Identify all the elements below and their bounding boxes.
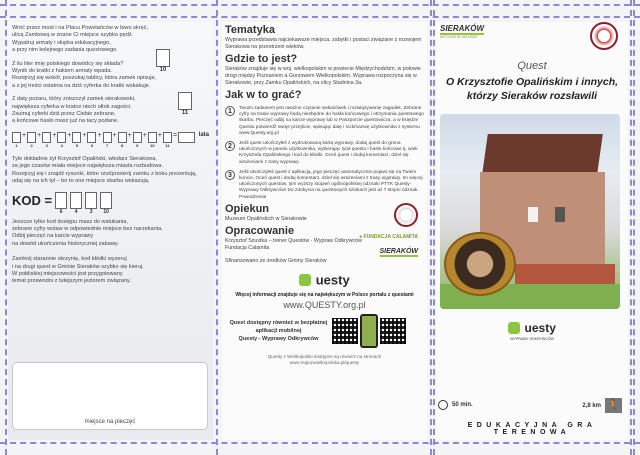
- fold-line-2b: [433, 0, 435, 455]
- heading-jak: Jak w to grać?: [225, 89, 302, 101]
- fold-line-bottom: [0, 442, 640, 444]
- step-2: 2 Jeśli quest ukończyłeś z wydrukowaną kartą wyprawy, dodaj quest do grona ukończonych w panelu użytkownika, wybierając tytuł questu i hasło końcowe tj. wiek Krzysztofa Opalińskiego i kod do kłódki. Oceń quest i dodaj komentarz, dziel się wrażeniami z trasy wyprawy.: [225, 141, 424, 166]
- clock-icon: [438, 400, 448, 410]
- phone-icon: [360, 314, 378, 348]
- stanza-1: Wróć przez most i na Placu Powstańców w lewo skręć, ulicą Zamkową w znane Ci miejsce szybko pędź. Wypatruj armaty i słupka edukacyjnego, a przy nim kolejnego zadania questowego.: [12, 25, 149, 54]
- stanza-3: Z daty pożaru, który zniszczył zamek sierakowski, największa cyferka w kratce niech ołtok zagości. Zsumuj cyferki dziś przez Ciebie zebrane, a końcowe hasło masz już na tacy podane.: [12, 96, 136, 125]
- step-1: 1 Twoim zadaniem jest uważne czytanie wskazówek i rozwiązywanie zagadek. Zebrane cyfry na trasie wyprawy będą niezbędne do hasła końcowego i otrzymania questowego skarbu. Pieczęć odbij na karcie wyprawy lub w Paszporcie questowicza, a w księdze Questu potwierdź swoje przejście, wpisując datę i nick/nazwę użytkownika z systemu www.Questy.org.pl: [225, 106, 424, 137]
- distance: 2,8 km 🚶: [582, 398, 622, 413]
- stanza-4: Tyle dokładnie żył Krzysztof Opaliński, włodarz Sierakowa, za jego czasów miała miejsce największa miasta rozbudowa. Rozejrzyj się i znajdź rysunki, które rzut/przekrój zamku z boku prezentują, udaj się na ich tył – bo to one miejsce skarbu wskazują.: [12, 155, 197, 185]
- kod-box[interactable]: 3: [85, 192, 97, 215]
- questy-pin-icon: [299, 274, 311, 286]
- sum-box[interactable]: 10: [148, 132, 157, 148]
- step-number: 2: [225, 141, 235, 151]
- stanza-6: Zamknij starannie skrzynię, kod kłódki wyzeruj i na drugi quest w Gminie Sieraków szybko się kieruj. W pobliskiej miejscowości jest przygotowany temat przewodni z tutejszym jeziorem związany.: [12, 256, 144, 285]
- stanza-2-block: [12, 61, 209, 91]
- heading-tematyka: Tematyka: [225, 24, 275, 36]
- sum-result-box[interactable]: [178, 132, 195, 143]
- stamp-label: miejsce na pieczęć: [84, 419, 136, 425]
- portrait-opalinski: [444, 232, 516, 296]
- heading-opracowanie: Opracowanie: [225, 224, 295, 237]
- sum-box[interactable]: 8: [118, 132, 127, 148]
- stanza-3-block: [12, 96, 209, 126]
- kod-label: KOD =: [12, 192, 53, 208]
- fold-line-right-a: [630, 0, 632, 455]
- museum-logo-icon: [590, 22, 618, 50]
- questy-logo-middle: uesty: [225, 271, 424, 289]
- app-section: Quest dostępny również w bezpłatnej aplikacji mobilnej Questy - Wyprawy Odkrywców: [225, 314, 424, 348]
- step-number: 3: [225, 170, 235, 180]
- qr-code-appstore[interactable]: [332, 318, 358, 344]
- fold-line-right-b: [633, 0, 635, 455]
- sum-row: 1 + 2 + 3 + 4 + 5 + 6 + 7 + 8 + 9 + 10 + 11 = lata: [12, 132, 209, 148]
- sum-box[interactable]: 1: [12, 132, 21, 148]
- duration: 50 min.: [438, 400, 473, 410]
- sum-box[interactable]: 4: [57, 132, 66, 148]
- answer-box-11[interactable]: 11: [178, 92, 192, 116]
- gdzie-text: Sieraków znajduje się w woj. wielkopolskim w powiecie Międzychodzkim, w połowie drogi między Poznaniem a Gorzowem Wielkopolskim. Wyprawa rozpoczyna się w Sierakowie, przy Zamku Opalińskich, na ulicy Stadnina 3a.: [225, 66, 421, 86]
- website-link[interactable]: www.QUESTY.org.pl: [283, 299, 366, 310]
- castle-roof: [482, 134, 603, 174]
- quest-label: Quest: [517, 60, 547, 72]
- qr-code-googleplay[interactable]: [380, 318, 406, 344]
- fold-line-left: [5, 0, 7, 455]
- footer-note: Questy z Wielkopolski dostępne są również na stronach www.regionwielkopolska.pl/questy: [267, 353, 382, 365]
- sum-box[interactable]: 7: [103, 132, 112, 148]
- fold-line-1: [216, 0, 218, 455]
- sum-box[interactable]: 3: [42, 132, 51, 148]
- banner-edukacyjna: EDUKACYJNA GRA TERENOWA: [467, 422, 597, 436]
- stamp-area[interactable]: [12, 362, 208, 430]
- fold-line-top-outer: [0, 4, 640, 6]
- panel-riddles: [8, 22, 213, 440]
- questy-logo-cover: uesty WYPRAWY ODKRYWCÓW: [436, 319, 628, 341]
- questy-pin-icon: [508, 322, 520, 334]
- sum-box[interactable]: 9: [133, 132, 142, 148]
- panel-cover: [436, 22, 628, 440]
- kod-box[interactable]: 6: [55, 192, 67, 215]
- quest-title: O Krzysztofie Opalińskim i innych, którzy Sieraków rozsławili: [445, 76, 619, 102]
- fold-line-top: [0, 16, 640, 18]
- stanza-5: Jeszcze tylko kod dostępu masz do wstukania, zebrane cyfry wstaw w odpowiednie miejsce bez narzekania. Odbij pieczęć na karcie wyprawy na dowód ukończenia historycznej zabawy.: [12, 218, 163, 247]
- sum-box[interactable]: 6: [87, 132, 96, 148]
- heading-gdzie: Gdzie to jest?: [225, 53, 298, 65]
- heading-opiekun: Opiekun: [225, 202, 270, 215]
- step-number: 1: [225, 106, 235, 116]
- fundacja-logo: ● FUNDACJA CALAMITA: [359, 233, 418, 240]
- financing-text: Sfinansowano ze środków Gminy Sieraków: [225, 257, 327, 264]
- kod-box[interactable]: 4: [70, 192, 82, 215]
- sierakow-logo: SIERAKÓW: [379, 247, 418, 255]
- more-info-text: Więcej informacji znajduje się na największym w Polsce portalu z questami: [235, 291, 414, 298]
- stanza-2: Z ilu liter imię polskiego dowódcy się składa? Wynik do kratki z hakiem armaty wpada. Rozejrzyj się wokół, poszukaj tablicy, która zamek opisuje, a z jej treści ostatnia na dziś cyferka do kratki wskakuje.: [12, 60, 157, 89]
- sum-box[interactable]: 5: [72, 132, 81, 148]
- sum-box[interactable]: 11: [163, 132, 172, 148]
- hiker-icon: 🚶: [605, 398, 622, 413]
- sum-box[interactable]: 2: [27, 132, 36, 148]
- sierakow-logo-cover: SIERAKÓW AKTYWNI W NATURZE: [440, 24, 484, 39]
- kod-box[interactable]: 10: [100, 192, 112, 215]
- step-3: 3 Jeśli ukończyłeś quest z aplikacją, jego pieczęć automatycznie pojawi się na Twoim koncie. Oceń quest i dodaj komentarz, dziel się wrażeniami z trasy wyprawy. Im więcej ukończonych questów, tym wyższy stopień ogólnopolskiej odznaki PTTK Questy-Wyprawy Odkrywców! Do zdobycia na questowych szlakach jest aż 7 stopni odznak. Powodzenia!: [225, 170, 424, 201]
- tematyka-text: Wyprawa przedstawia najciekawsze miejsca, zabytki i postaci związane z rozwojem Sierakowa na przestrzeni wieków.: [225, 37, 422, 50]
- sum-unit: lata: [198, 131, 209, 138]
- fold-line-2a: [430, 0, 432, 455]
- kod-row: [12, 192, 209, 215]
- panel-info: Tematyka Wyprawa przedstawia najciekawsze miejsca, zabytki i postaci związane z rozwojem Sierakowa na przestrzeni wieków. Gdzie to jest? Sieraków znajduje się w woj. wielkopolskim w powiecie Międzychodzkim, w połowie drogi między Poznaniem a Gorzowem Wielkopolskim. Wyprawa rozpoczyna się w Sierakowie, przy Zamku Opalińskich, na ulicy Stadnina 3a. Jak w to grać? 1 Twoim zadaniem jest uważne czytanie wskazówek i rozwiązywanie zagadek. Zebrane cyfry na trasie wyprawy będą niezbędne do hasła końcowego i otrzymania questowego skarbu. Pieczęć odbij na karcie wyprawy lub w Paszporcie questowicza, a w księdze Questu potwierdź swoje przejście, wpisując datę i nick/nazwę użytkownika z systemu www.Questy.org.pl 2 Jeśli quest ukończyłeś z wydrukowaną kartą wyprawy, dodaj quest do grona ukończonych w panelu użytkownika, wybierając tytuł questu i hasło końcowe tj. wiek Krzysztofa Opalińskiego i kod do kłódki. Oceń quest i dodaj komentarz, dziel się wrażeniami z trasy wyprawy. 3 Jeśli ukończyłeś quest z aplikacją, jego pieczęć automatycznie pojawi się na Twoim koncie. Oceń quest i dodaj komentarz, dziel się wrażeniami z trasy wyprawy. Im więcej ukończonych questów, tym wyższy stopień ogólnopolskiej odznaki PTTK Questy-Wyprawy Odkrywców! Do zdobycia na questowych szlakach jest aż 7 stopni odznak. Powodzenia! Opiekun Muzeum Opalińskich w Sierakowie Opracowanie Krzysztof Szustka – trener Questów - Wypraw Odkrywców Fundacja Calamita Sfinansowano ze środków Gminy Sieraków ● FUNDACJA CALAMITA SIERAKÓW uesty Więcej informacji znajduje się na największym w Polsce portalu z questami www.QUESTY.org.pl Quest dostępny również w bezpłatnej aplikacji mobilnej Questy - Wyprawy Odkrywców Questy z Wielkopolski dostępne są również na stronach www.regionwielkopolska.pl/questy: [222, 22, 427, 440]
- answer-box-10[interactable]: 10: [156, 49, 170, 73]
- opiekun-text: Muzeum Opalińskich w Sierakowie: [225, 215, 307, 222]
- museum-logo-icon: [394, 203, 418, 227]
